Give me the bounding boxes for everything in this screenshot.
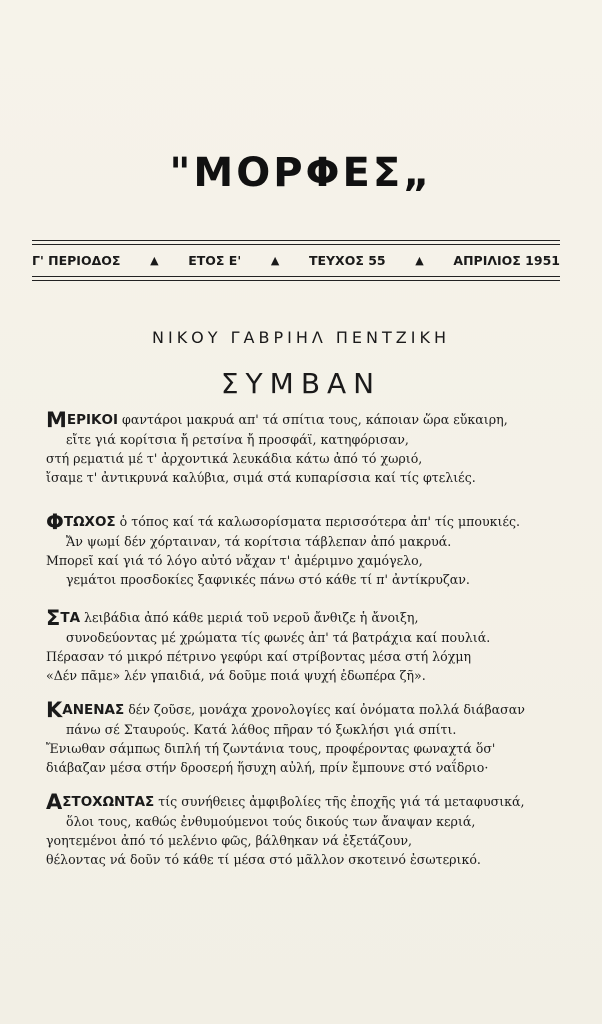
issue-info-line [32, 250, 560, 270]
stanza-lead-word: ΣΤΟΧΩΝΤΑΣ [62, 794, 155, 810]
stanza-line: Ἄν ψωμί δέν χόρταιναν, τά κορίτσια τάβλεπαν ἀπό μακρυά. [66, 534, 452, 549]
stanza-line: συνοδεύοντας μέ χρώματα τίς φωνές ἀπ' τά βατράχια καί πουλιά. [66, 630, 491, 645]
bottom-rule-inner [32, 280, 560, 281]
stanza-first-line [46, 792, 576, 812]
poem-stanza [46, 792, 576, 869]
stanza-first-line [46, 608, 576, 628]
drop-initial: Κ [46, 698, 63, 722]
poem-stanza [46, 410, 576, 487]
masthead-title: "ΜΟΡΦΕΣ„ [169, 150, 433, 196]
stanza-first-line [46, 700, 576, 720]
stanza-line: Μπορεῖ καί γιά τό λόγο αὐτό νἄχαν τ' ἀμέριμνο χαμόγελο, [46, 553, 423, 568]
poem-stanza [46, 608, 576, 685]
separator-icon: ▲ [415, 253, 424, 267]
separator-icon: ▲ [270, 253, 280, 267]
drop-initial: Φ [46, 510, 64, 534]
stanza-line: «Δέν πᾶμε» λέν γπαιδιά, νά δοῦμε ποιά ψυχή ἐδωπέρα ζῆ». [46, 668, 426, 683]
top-rule-inner [32, 244, 560, 245]
article-title: ΣΥΜΒΑΝ [220, 367, 382, 400]
stanza-line: ἴσαμε τ' ἀντικρυνά καλύβια, σιμά στά κυπαρίσσια καί τίς φτελιές. [46, 470, 476, 485]
stanza-line: διάβαζαν μέσα στήν δροσερή ἥσυχη αὐλή, πρίν ἔμπουνε στό ναΐδριο· [46, 760, 489, 775]
stanza-lead-word: ΕΡΙΚΟΙ [66, 412, 119, 428]
stanza-line-text: ὁ τόπος καί τά καλωσορίσματα περισσότερα ἀπ' τίς μπουκιές. [115, 514, 521, 529]
stanza-line: στή ρεματιά μέ τ' ἀρχοντικά λευκάδια κάτω ἀπό τό χωριό, [46, 451, 423, 466]
stanza-line: πάνω σέ Σταυρούς. Κατά λάθος πῆραν τό ξωκλήσι γιά σπίτι. [66, 722, 457, 737]
stanza-lead-word: ΤΩΧΟΣ [63, 514, 116, 530]
top-rule [32, 240, 560, 241]
stanza-line: Πέρασαν τό μικρό πέτρινο γεφύρι καί στρίβοντας μέσα στή λόχμη [46, 649, 472, 664]
stanza-line-text: τίς συνήθειες ἀμφιβολίες τῆς ἐποχῆς γιά τά μεταφυσικά, [154, 794, 525, 809]
stanza-line-text: φαντάροι μακρυά απ' τά σπίτια τους, κάποιαν ὥρα εὔκαιρη, [118, 412, 508, 427]
poem-stanza [46, 700, 576, 777]
stanza-lead-word: ΑΝΕΝΑΣ [62, 702, 125, 718]
stanza-line: ὅλοι τους, καθώς ἐνθυμούμενοι τούς δικούς των ἄναψαν κεριά, [66, 814, 476, 829]
drop-initial: Μ [46, 408, 67, 432]
issue-number: ΤΕΥΧΟΣ 55 [308, 252, 386, 268]
stanza-line-text: λειβάδια ἀπό κάθε μεριά τοῦ νεροῦ ἄνθιζε ἡ ἄνοιξη, [80, 610, 419, 625]
stanza-line: Ἔνιωθαν σάμπως διπλή τή ζωντάνια τους, προφέροντας φωναχτά ὅσ' [46, 741, 496, 756]
stanza-line-text: δέν ζοῦσε, μονάχα χρονολογίες καί ὀνόματα πολλά διάβασαν [124, 702, 525, 717]
drop-initial: Σ [46, 606, 61, 630]
article-author: ΝΙΚΟΥ ΓΑΒΡΙΗΛ ΠΕΝΤΖΙΚΗ [152, 328, 450, 347]
bottom-rule [32, 276, 560, 277]
stanza-lead-word: ΤΑ [60, 610, 81, 626]
stanza-line: γεμάτοι προσδοκίες ξαφνικές πάνω στό κάθε τί π' ἀντίκρυζαν. [66, 572, 470, 587]
stanza-first-line [46, 410, 576, 430]
separator-icon: ▲ [150, 253, 159, 267]
drop-initial: Α [46, 790, 63, 814]
stanza-first-line [46, 512, 576, 532]
issue-year: ΕΤΟΣ Ε' [188, 252, 242, 268]
poem-stanza [46, 512, 576, 589]
issue-date: ΑΠΡΙΛΙΟΣ 1951 [453, 252, 560, 268]
stanza-line: εἴτε γιά κορίτσια ἤ ρετσίνα ἤ προσφάϊ, κατηφόρισαν, [66, 432, 409, 447]
stanza-line: γοητεμένοι ἀπό τό μελένιο φῶς, βάλθηκαν νά ἐξετάζουν, [46, 833, 412, 848]
issue-period: Γ' ΠΕΡΙΟΔΟΣ [32, 252, 121, 268]
stanza-line: θέλοντας νά δοῦν τό κάθε τί μέσα στό μᾶλλον σκοτεινό ἐσωτερικό. [46, 852, 481, 867]
